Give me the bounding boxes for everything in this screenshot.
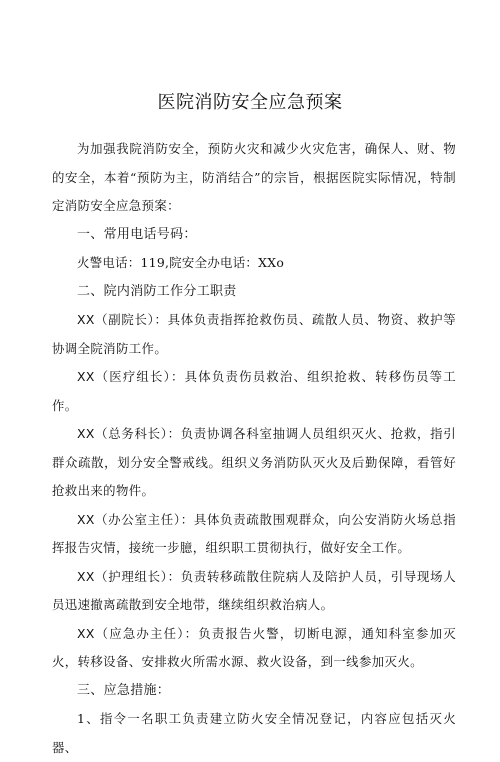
duty-paragraph [52,306,456,363]
duty-role: XX [77,312,95,327]
duty-paragraph [52,363,456,420]
duty-text: （副院长）：具体负责指挥抢救伤员、疏散人员、物资、救护等协调全院消防工作。 [52,312,456,356]
duty-paragraph [52,420,456,506]
duty-text: （应急办主任）：负责报告火警，切断电源，通知科室参加灭火，转移设备、安排救火所需水源、救火设备，到一线参加灭火。 [52,625,456,669]
duty-role: XX [77,568,95,584]
document-title: 医院消防安全应急预案 [157,92,343,113]
duty-role: XX [77,426,95,441]
section-heading-duties: 二、院内消防工作分工职责 [77,283,237,299]
duty-role: XX [77,369,95,384]
phone-line [52,249,456,278]
duty-text: （医疗组长）：具体负责伤员救治、组织抢救、转移伤员等工作。 [52,369,456,413]
duty-paragraph [52,506,456,563]
duty-paragraph [52,620,456,677]
section-heading-measures: 三、应急措施： [77,682,171,698]
duty-text: （总务科长）：负责协调各科室抽调人员组织灭火、抢救，指引群众疏散，划分安全警戒线。组织义务消防队灭火及后勤保障，看管好抢救出来的物件。 [52,426,456,498]
intro-paragraph: 为加强我院消防安全，预防火灾和减少火灾危害，确保人、财、物的安全，本着“预防为主，防消结合”的宗旨，根据医院实际情况，特制定消防安全应急预案： [52,141,456,213]
duty-text: （办公室主任）：具体负责疏散围观群众，向公安消防火场总指挥报告灾情，接统一步臆，组织职工贯彻执行，做好安全工作。 [52,511,456,555]
duty-role: XX [77,511,95,527]
phone-numbers: 119,院安全办电话：XXo [140,255,285,270]
document-body [52,135,456,762]
duty-text: （护理组长）：负责转移疏散住院病人及陪护人员，引导现场人员迅速撤离疏散到安全地带，继续组织救治病人。 [52,568,456,612]
measure-item: 1、指令一名职工负责建立防火安全情况登记，内容应包括灭火器、 [52,711,456,755]
phone-label: 火警电话： [77,255,141,270]
duty-role: XX [77,625,95,641]
duty-paragraph [52,563,456,620]
section-heading-phone: 一、常用电话号码： [77,226,197,242]
